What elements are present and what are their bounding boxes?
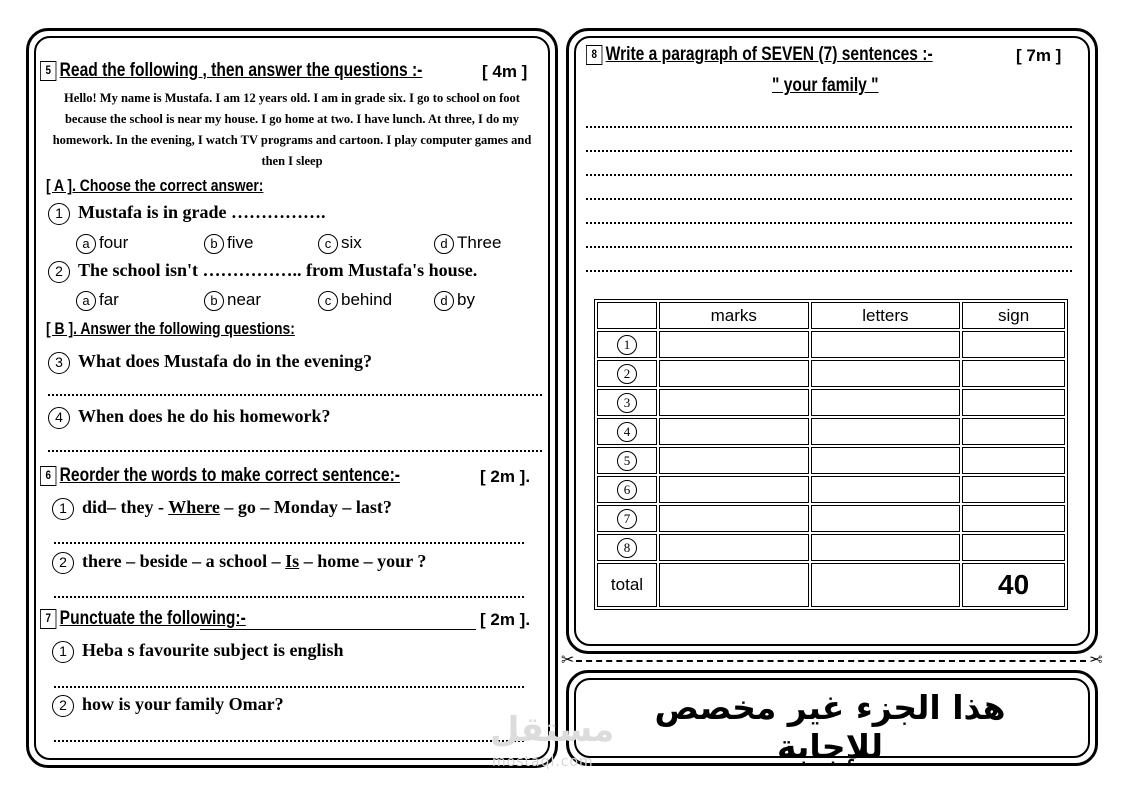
item-text-after: – home – your ? [299,551,427,571]
row-number: 7 [617,509,637,529]
option-text: by [457,290,475,309]
marks-cell[interactable] [659,331,809,358]
writing-line[interactable] [586,222,1072,224]
item-text-after: – go – Monday – last? [219,497,392,517]
row-number: 2 [617,364,637,384]
section6-number: 6 [40,466,56,486]
scissors-icon: ✂ [1089,650,1103,669]
grade-table [594,299,1068,610]
section7-underline [200,628,476,630]
question-text: What does Mustafa do in the evening? [78,351,373,371]
item-text-before: there – beside – a school – [82,551,286,571]
total-marks-cell[interactable] [659,563,809,607]
sign-cell[interactable] [962,418,1065,445]
sign-cell[interactable] [962,534,1065,561]
table-row [597,331,1065,358]
part-a-heading: [ A ]. Choose the correct answer: [46,176,264,195]
option-text: five [227,233,254,252]
letters-cell[interactable] [811,418,961,445]
table-row [597,505,1065,532]
item-text-capital: Is [285,551,300,571]
total-letters-cell[interactable] [811,563,961,607]
marks-cell[interactable] [659,360,809,387]
punctuate-item-2 [52,694,284,717]
total-label: total [597,563,657,607]
item-text-capital: Where [168,497,220,517]
part-b-heading: [ B ]. Answer the following questions: [46,319,295,338]
item-number: 1 [52,641,74,663]
option-text: near [227,290,262,309]
option-text: six [341,233,362,252]
question-2 [48,260,477,283]
marks-cell[interactable] [659,505,809,532]
q2-option-c[interactable] [318,290,392,311]
table-header-letters: letters [811,302,961,329]
option-letter: a [76,234,96,254]
option-letter: c [318,234,338,254]
table-row [597,418,1065,445]
q1-option-a[interactable] [76,233,128,254]
table-row [597,534,1065,561]
sign-cell[interactable] [962,360,1065,387]
answer-line-punctuate-1[interactable] [54,686,524,688]
table-header-sign: sign [962,302,1065,329]
table-total-row [597,563,1065,607]
item-text-before: did– they - [82,497,169,517]
option-letter: b [204,234,224,254]
paragraph-topic: " your family " [772,75,879,96]
writing-line[interactable] [586,174,1072,176]
section6-title: Reorder the words to make correct sentence:- [59,465,400,486]
table-header-row [597,302,1065,329]
reorder-item-2 [52,551,426,574]
reading-passage: Hello! My name is Mustafa. I am 12 years old. I am in grade six. I go to school on foot because the school is near my house. I go home at two. I have lunch. At three, I do my homework. In the evening, I watch TV programs and cartoon. I play computer games and then I sleep [52,91,532,168]
row-number: 4 [617,422,637,442]
not-for-answer-note: هذا الجزء غير مخصص للإجابة [654,688,1006,766]
marks-cell[interactable] [659,418,809,445]
letters-cell[interactable] [811,534,961,561]
answer-line-punctuate-2[interactable] [54,740,524,742]
q1-option-b[interactable] [204,233,253,254]
writing-line[interactable] [586,150,1072,152]
sign-cell[interactable] [962,505,1065,532]
row-number: 8 [617,538,637,558]
section7-heading [40,608,246,630]
letters-cell[interactable] [811,476,961,503]
section7-title: Punctuate the following:- [59,608,246,629]
item-number: 2 [52,695,74,717]
table-row [597,476,1065,503]
marks-cell[interactable] [659,389,809,416]
section8-marks: [ 7m ] [1016,46,1062,65]
reorder-item-1 [52,497,392,520]
sign-cell[interactable] [962,331,1065,358]
writing-line[interactable] [586,198,1072,200]
table-row [597,360,1065,387]
section5-title: Read the following , then answer the questions :- [59,60,423,81]
q1-option-d[interactable] [434,233,501,254]
sign-cell[interactable] [962,389,1065,416]
writing-line[interactable] [586,270,1072,272]
letters-cell[interactable] [811,505,961,532]
q1-option-c[interactable] [318,233,362,254]
section6-marks: [ 2m ]. [480,467,531,486]
letters-cell[interactable] [811,447,961,474]
letters-cell[interactable] [811,360,961,387]
option-text: four [99,233,129,252]
question-text: Mustafa is in grade ……………. [78,202,326,222]
q2-option-d[interactable] [434,290,475,311]
section8-title: Write a paragraph of SEVEN (7) sentences :- [605,44,933,65]
row-number: 3 [617,393,637,413]
answer-line-4[interactable] [48,450,542,452]
section6-heading [40,465,400,487]
watermark-logo: مستقل [490,710,615,750]
section5-number: 5 [40,61,56,81]
answer-line-reorder-1[interactable] [54,542,524,544]
section8-number: 8 [586,45,602,65]
question-number: 2 [48,261,70,283]
question-text: When does he do his homework? [78,406,331,426]
section5-marks: [ 4m ] [482,62,528,81]
section5-heading [40,60,422,82]
scissors-icon: ✂ [561,650,575,669]
q2-option-a[interactable] [76,290,119,311]
row-number: 1 [617,335,637,355]
marks-cell[interactable] [659,447,809,474]
option-letter: a [76,291,96,311]
total-value: 40 [962,563,1065,607]
item-text: Heba s favourite subject is english [82,640,344,660]
sign-cell[interactable] [962,447,1065,474]
cut-line [576,660,1086,662]
question-text: The school isn't …………….. from Mustafa's house. [78,260,478,280]
row-number: 5 [617,451,637,471]
watermark-url: mostaql.com [492,754,594,770]
table-row [597,389,1065,416]
marks-cell[interactable] [659,476,809,503]
question-3 [48,351,372,374]
row-number: 6 [617,480,637,500]
question-number: 3 [48,352,70,374]
question-1 [48,202,326,225]
question-number: 4 [48,407,70,429]
question-number: 1 [48,203,70,225]
letters-cell[interactable] [811,331,961,358]
option-letter: d [434,291,454,311]
section7-marks: [ 2m ]. [480,610,531,629]
table-header-corner [597,302,657,329]
marks-cell[interactable] [659,534,809,561]
option-text: Three [457,233,502,252]
answer-line-reorder-2[interactable] [54,596,524,598]
item-text: how is your family Omar? [82,694,284,714]
letters-cell[interactable] [811,389,961,416]
option-letter: d [434,234,454,254]
option-letter: b [204,291,224,311]
option-text: behind [341,290,393,309]
option-text: far [99,290,119,309]
section8-heading [586,44,933,66]
table-row [597,447,1065,474]
sign-cell[interactable] [962,476,1065,503]
punctuate-item-1 [52,640,344,663]
item-number: 1 [52,498,74,520]
q2-option-b[interactable] [204,290,261,311]
table-header-marks: marks [659,302,809,329]
option-letter: c [318,291,338,311]
item-number: 2 [52,552,74,574]
section7-number: 7 [40,609,56,629]
writing-line[interactable] [586,126,1072,128]
question-4 [48,406,331,429]
writing-line[interactable] [586,246,1072,248]
answer-line-3[interactable] [48,394,542,396]
